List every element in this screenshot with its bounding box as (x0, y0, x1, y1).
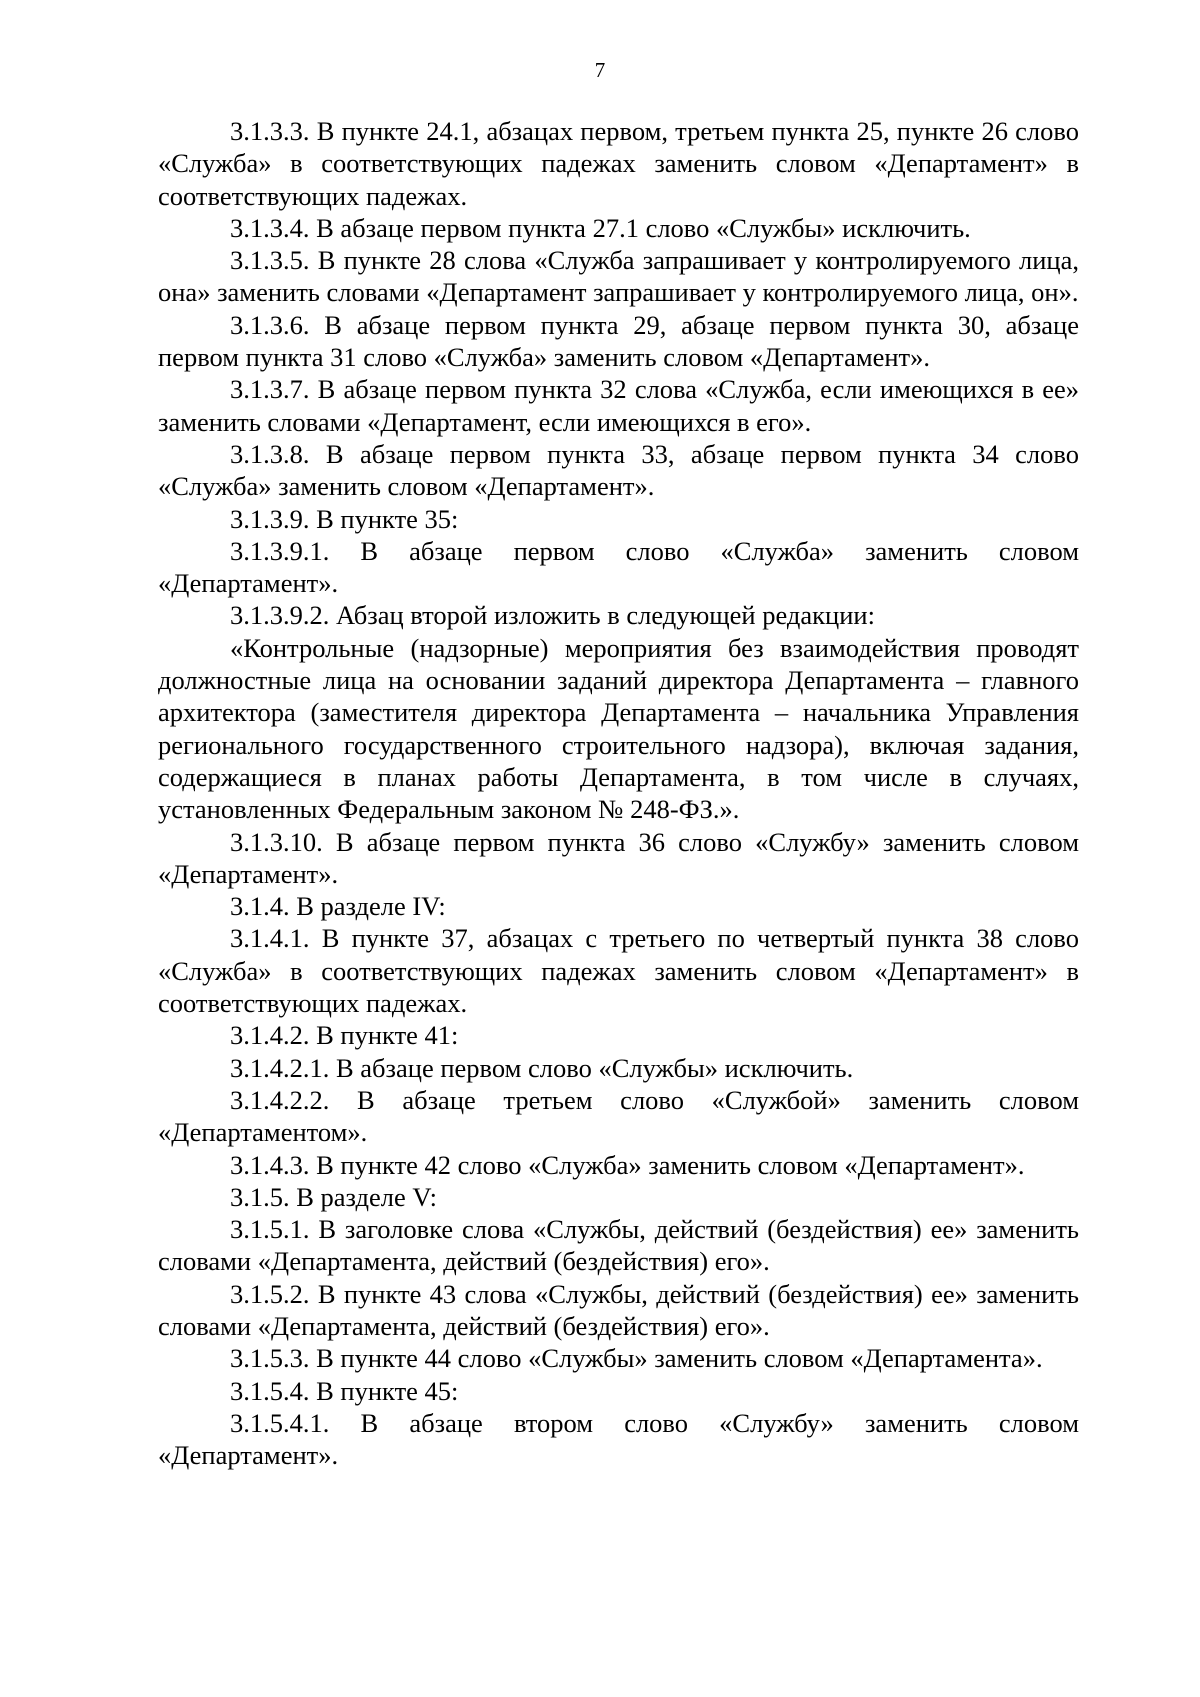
paragraph: 3.1.3.4. В абзаце первом пункта 27.1 слово «Службы» исключить. (230, 212, 971, 243)
paragraph: 3.1.3.8. В абзаце первом пункта 33, абзаце первом пункта 34 слово «Служба» заменить словом «Департамент». (158, 438, 1079, 502)
paragraph: 3.1.5.1. В заголовке слова «Службы, действий (бездействия) ее» заменить словами «Департамента, действий (бездействия) его». (158, 1214, 1079, 1277)
paragraph: 3.1.3.6. В абзаце первом пункта 29, абзаце первом пункта 30, абзаце первом пункта 31 слово «Служба» заменить словом «Департамент». (158, 309, 1079, 373)
paragraph: 3.1.5.4. В пункте 45: (230, 1375, 459, 1406)
paragraph: 3.1.4.3. В пункте 42 слово «Служба» заменить словом «Департамент». (230, 1149, 1025, 1180)
paragraph: 3.1.5.4.1. В абзаце втором слово «Службу» заменить словом «Департамент». (158, 1407, 1079, 1471)
paragraph: 3.1.5.3. В пункте 44 слово «Службы» заменить словом «Департамента». (230, 1343, 1043, 1374)
paragraph: 3.1.3.9.2. Абзац второй изложить в следующей редакции: (230, 600, 875, 631)
document-body (158, 115, 1079, 1471)
paragraph: 3.1.4.2. В пункте 41: (230, 1020, 459, 1051)
quoted-paragraph: «Контрольные (надзорные) мероприятия без взаимодействия проводят должностные лица на основании заданий директора Департамента – главного архитектора (заместителя директора Департамента – начальника Управления регионального государственного строительного надзора), включая задания, содержащиеся в планах работы Департамента, в том числе в случаях, установленных Федеральным законом № 248-ФЗ.». (158, 632, 1079, 825)
paragraph: 3.1.5.2. В пункте 43 слова «Службы, действий (бездействия) ее» заменить словами «Департамента, действий (бездействия) его». (158, 1278, 1079, 1341)
paragraph: 3.1.3.9. В пункте 35: (230, 503, 459, 534)
paragraph: 3.1.3.7. В абзаце первом пункта 32 слова «Служба, если имеющихся в ее» заменить словами «Департамент, если имеющихся в его». (158, 374, 1079, 437)
paragraph: 3.1.4.2.1. В абзаце первом слово «Службы» исключить. (230, 1052, 854, 1083)
paragraph: 3.1.4.1. В пункте 37, абзацах с третьего по четвертый пункта 38 слово «Служба» в соответствующих падежах заменить словом «Департамент» в соответствующих падежах. (158, 923, 1079, 1019)
paragraph: 3.1.3.5. В пункте 28 слова «Служба запрашивает у контролируемого лица, она» заменить словами «Департамент запрашивает у контролируемого лица, он». (158, 245, 1079, 308)
page-number: 7 (594, 58, 606, 82)
paragraph: 3.1.4. В разделе IV: (230, 891, 446, 922)
paragraph: 3.1.3.3. В пункте 24.1, абзацах первом, третьем пункта 25, пункте 26 слово «Служба» в соответствующих падежах заменить словом «Департамент» в соответствующих падежах. (158, 116, 1079, 211)
paragraph: 3.1.5. В разделе V: (230, 1181, 437, 1212)
paragraph: 3.1.3.9.1. В абзаце первом слово «Служба» заменить словом «Департамент». (158, 535, 1079, 599)
paragraph: 3.1.4.2.2. В абзаце третьем слово «Службой» заменить словом «Департаментом». (158, 1084, 1079, 1148)
paragraph: 3.1.3.10. В абзаце первом пункта 36 слово «Службу» заменить словом «Департамент». (158, 826, 1079, 889)
